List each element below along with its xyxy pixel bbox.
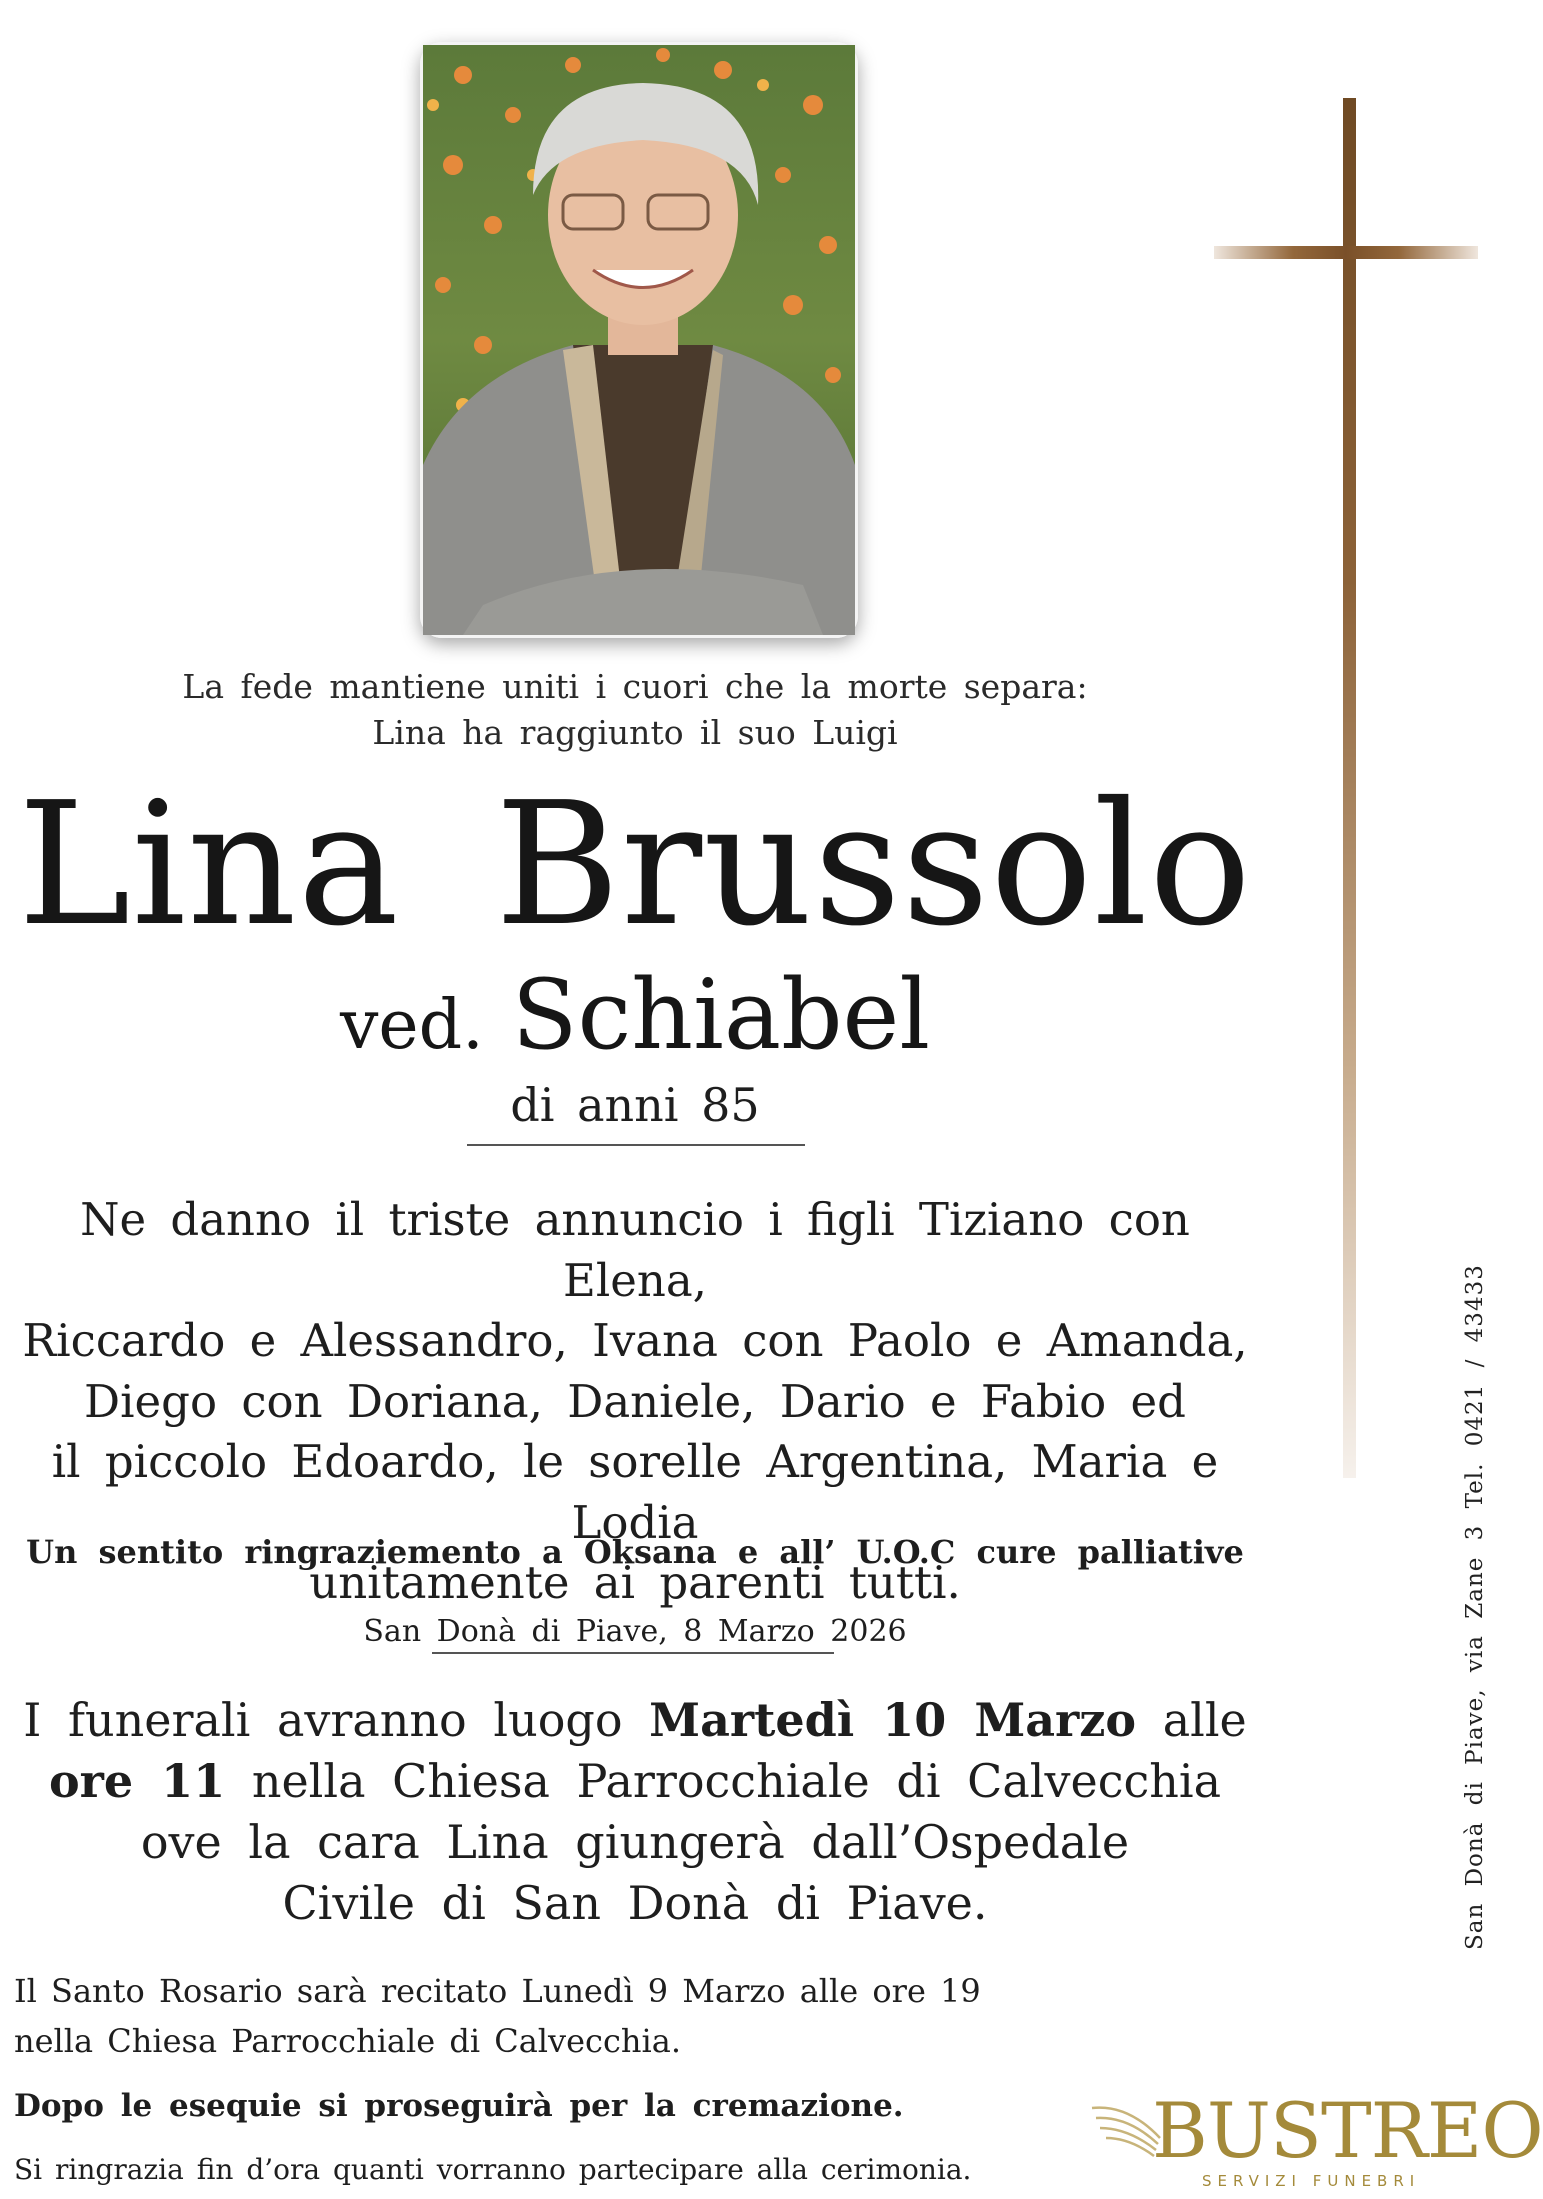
cross-arm-icon — [1214, 246, 1478, 259]
announcement-line: Diego con Doriana, Daniele, Dario e Fabio ed — [84, 1374, 1186, 1428]
cross-icon — [1343, 98, 1356, 1478]
funeral-line-1 — [0, 1690, 1270, 1751]
funeral-line-4: Civile di San Donà di Piave. — [282, 1876, 988, 1930]
final-thanks: Si ringrazia fin d’ora quanti vorranno partecipare alla cerimonia. — [14, 2153, 972, 2186]
quote-line-1: La fede mantiene uniti i cuori che la morte separa: — [182, 667, 1088, 706]
widow-of — [0, 960, 1270, 1081]
agency-contact: San Donà di Piave, via Zane 3 Tel. 0421 / 43433 — [1462, 1264, 1488, 1950]
funeral-line-2 — [0, 1751, 1270, 1812]
quote-line-2: Lina ha raggiunto il suo Luigi — [372, 713, 898, 752]
funeral-date: Martedì 10 Marzo — [649, 1693, 1137, 1747]
widow-surname: Schiabel — [511, 959, 931, 1071]
deceased-name: Lina Brussolo — [17, 766, 1253, 964]
funeral-details — [0, 1690, 1270, 1934]
divider — [467, 1144, 805, 1146]
funeral-place: nella Chiesa Parrocchiale di Calvecchia — [251, 1754, 1221, 1808]
announcement-line: Riccardo e Alessandro, Ivana con Paolo e Amanda, — [22, 1314, 1248, 1367]
special-thanks: Un sentito ringraziemento a Oksana e all’ U.O.C cure palliative — [26, 1533, 1244, 1571]
place-date: San Donà di Piave, 8 Marzo 2026 — [363, 1614, 907, 1649]
widow-prefix: ved. — [339, 986, 484, 1065]
funeral-line-3: ove la cara Lina giungerà dall’Ospedale — [140, 1815, 1130, 1869]
deceased-portrait — [420, 42, 858, 638]
funeral-text: I funerali avranno luogo — [23, 1693, 623, 1747]
announcement-line: unitamente ai parenti tutti. — [309, 1556, 961, 1609]
deceased-age: di anni 85 — [510, 1078, 760, 1132]
agency-subtitle: SERVIZI FUNEBRI — [1202, 2172, 1421, 2190]
agency-logo — [1088, 2086, 1543, 2190]
funeral-text: alle — [1162, 1693, 1247, 1747]
divider — [432, 1652, 834, 1654]
rosary-line-1: Il Santo Rosario sarà recitato Lunedì 9 Marzo alle ore 19 — [14, 1972, 981, 2010]
funeral-time: ore 11 — [48, 1754, 226, 1808]
agency-name: BUSTREO — [1152, 2086, 1543, 2175]
announcement-line: Ne danno il triste annuncio i figli Tiziano con Elena, — [80, 1193, 1190, 1307]
rosary-line-2: nella Chiesa Parrocchiale di Calvecchia. — [14, 2022, 681, 2060]
rosary-info — [14, 1966, 981, 2066]
cremation-note: Dopo le esequie si proseguirà per la cremazione. — [14, 2088, 904, 2124]
memorial-quote — [0, 664, 1270, 756]
announcement-line: il piccolo Edoardo, le sorelle Argentina, Maria e Lodia — [51, 1435, 1219, 1549]
